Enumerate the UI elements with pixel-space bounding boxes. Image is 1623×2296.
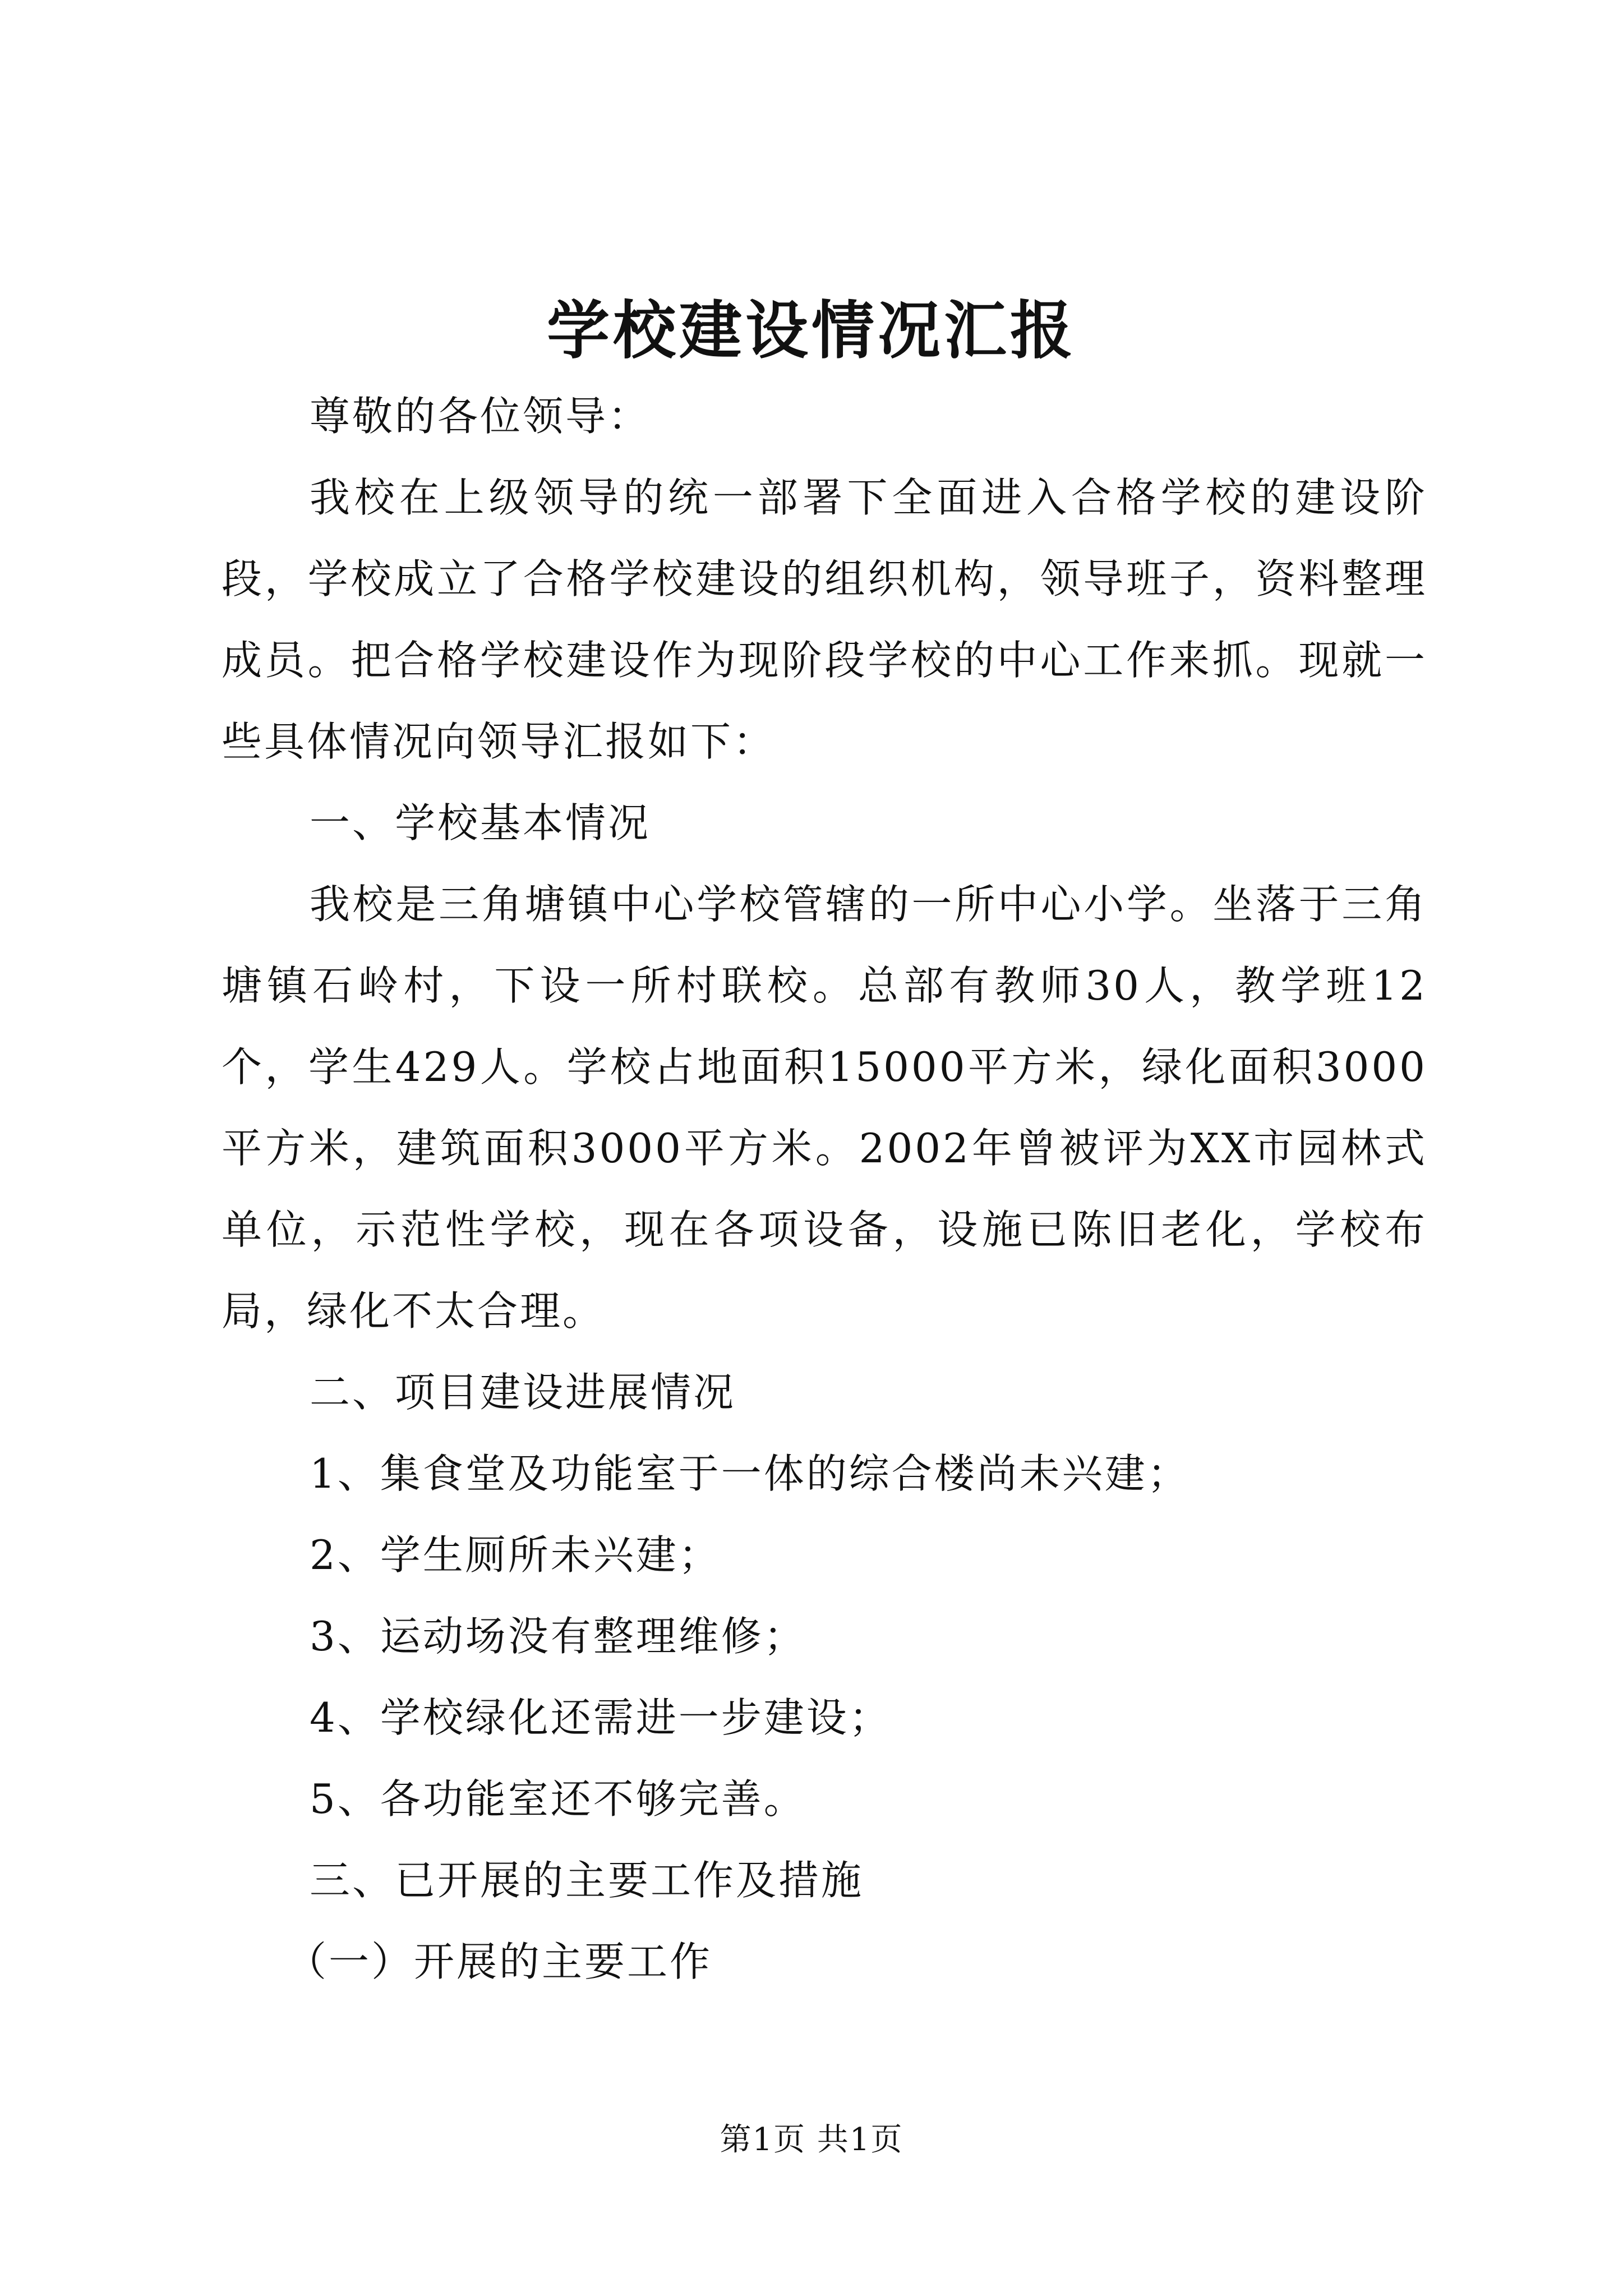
section-heading-progress: 二、项目建设进展情况 xyxy=(310,1369,736,1416)
intro-paragraph: 我校在上级领导的统一部署下全面进入合格学校的建设阶段，学校成立了合格学校建设的组织机构，领导班子，资料整理成员。把合格学校建设作为现阶段学校的中心工作来抓。现就一些具体情况向领导汇报如下： xyxy=(222,474,1427,765)
section-heading-measures: 三、已开展的主要工作及措施 xyxy=(310,1857,864,1904)
page-footer: 第1页 共1页 xyxy=(720,2122,903,2158)
document-title: 学校建设情况汇报 xyxy=(547,294,1076,367)
progress-item: 2、学生厕所未兴建； xyxy=(310,1531,721,1579)
section-heading-basic-info: 一、学校基本情况 xyxy=(310,799,651,846)
progress-item: 5、各功能室还不够完善。 xyxy=(310,1775,806,1823)
progress-item: 4、学校绿化还需进一步建设； xyxy=(310,1694,892,1741)
subsection-heading-main-work: （一）开展的主要工作 xyxy=(286,1938,713,1985)
basic-info-paragraph: 我校是三角塘镇中心学校管辖的一所中心小学。坐落于三角塘镇石岭村，下设一所村联校。总部有教师30人，教学班12个，学生429人。学校占地面积15000平方米，绿化面积3000平方米，建筑面积3000平方米。2002年曾被评为XX市园林式单位，示范性学校，现在各项设备，设施已陈旧老化，学校布局，绿化不太合理。 xyxy=(222,881,1427,1335)
progress-item: 3、运动场没有整理维修； xyxy=(310,1613,806,1660)
progress-item: 1、集食堂及功能室于一体的综合楼尚未兴建； xyxy=(310,1450,1190,1497)
document-body xyxy=(222,376,1427,2003)
salutation-paragraph: 尊敬的各位领导： xyxy=(310,393,651,440)
